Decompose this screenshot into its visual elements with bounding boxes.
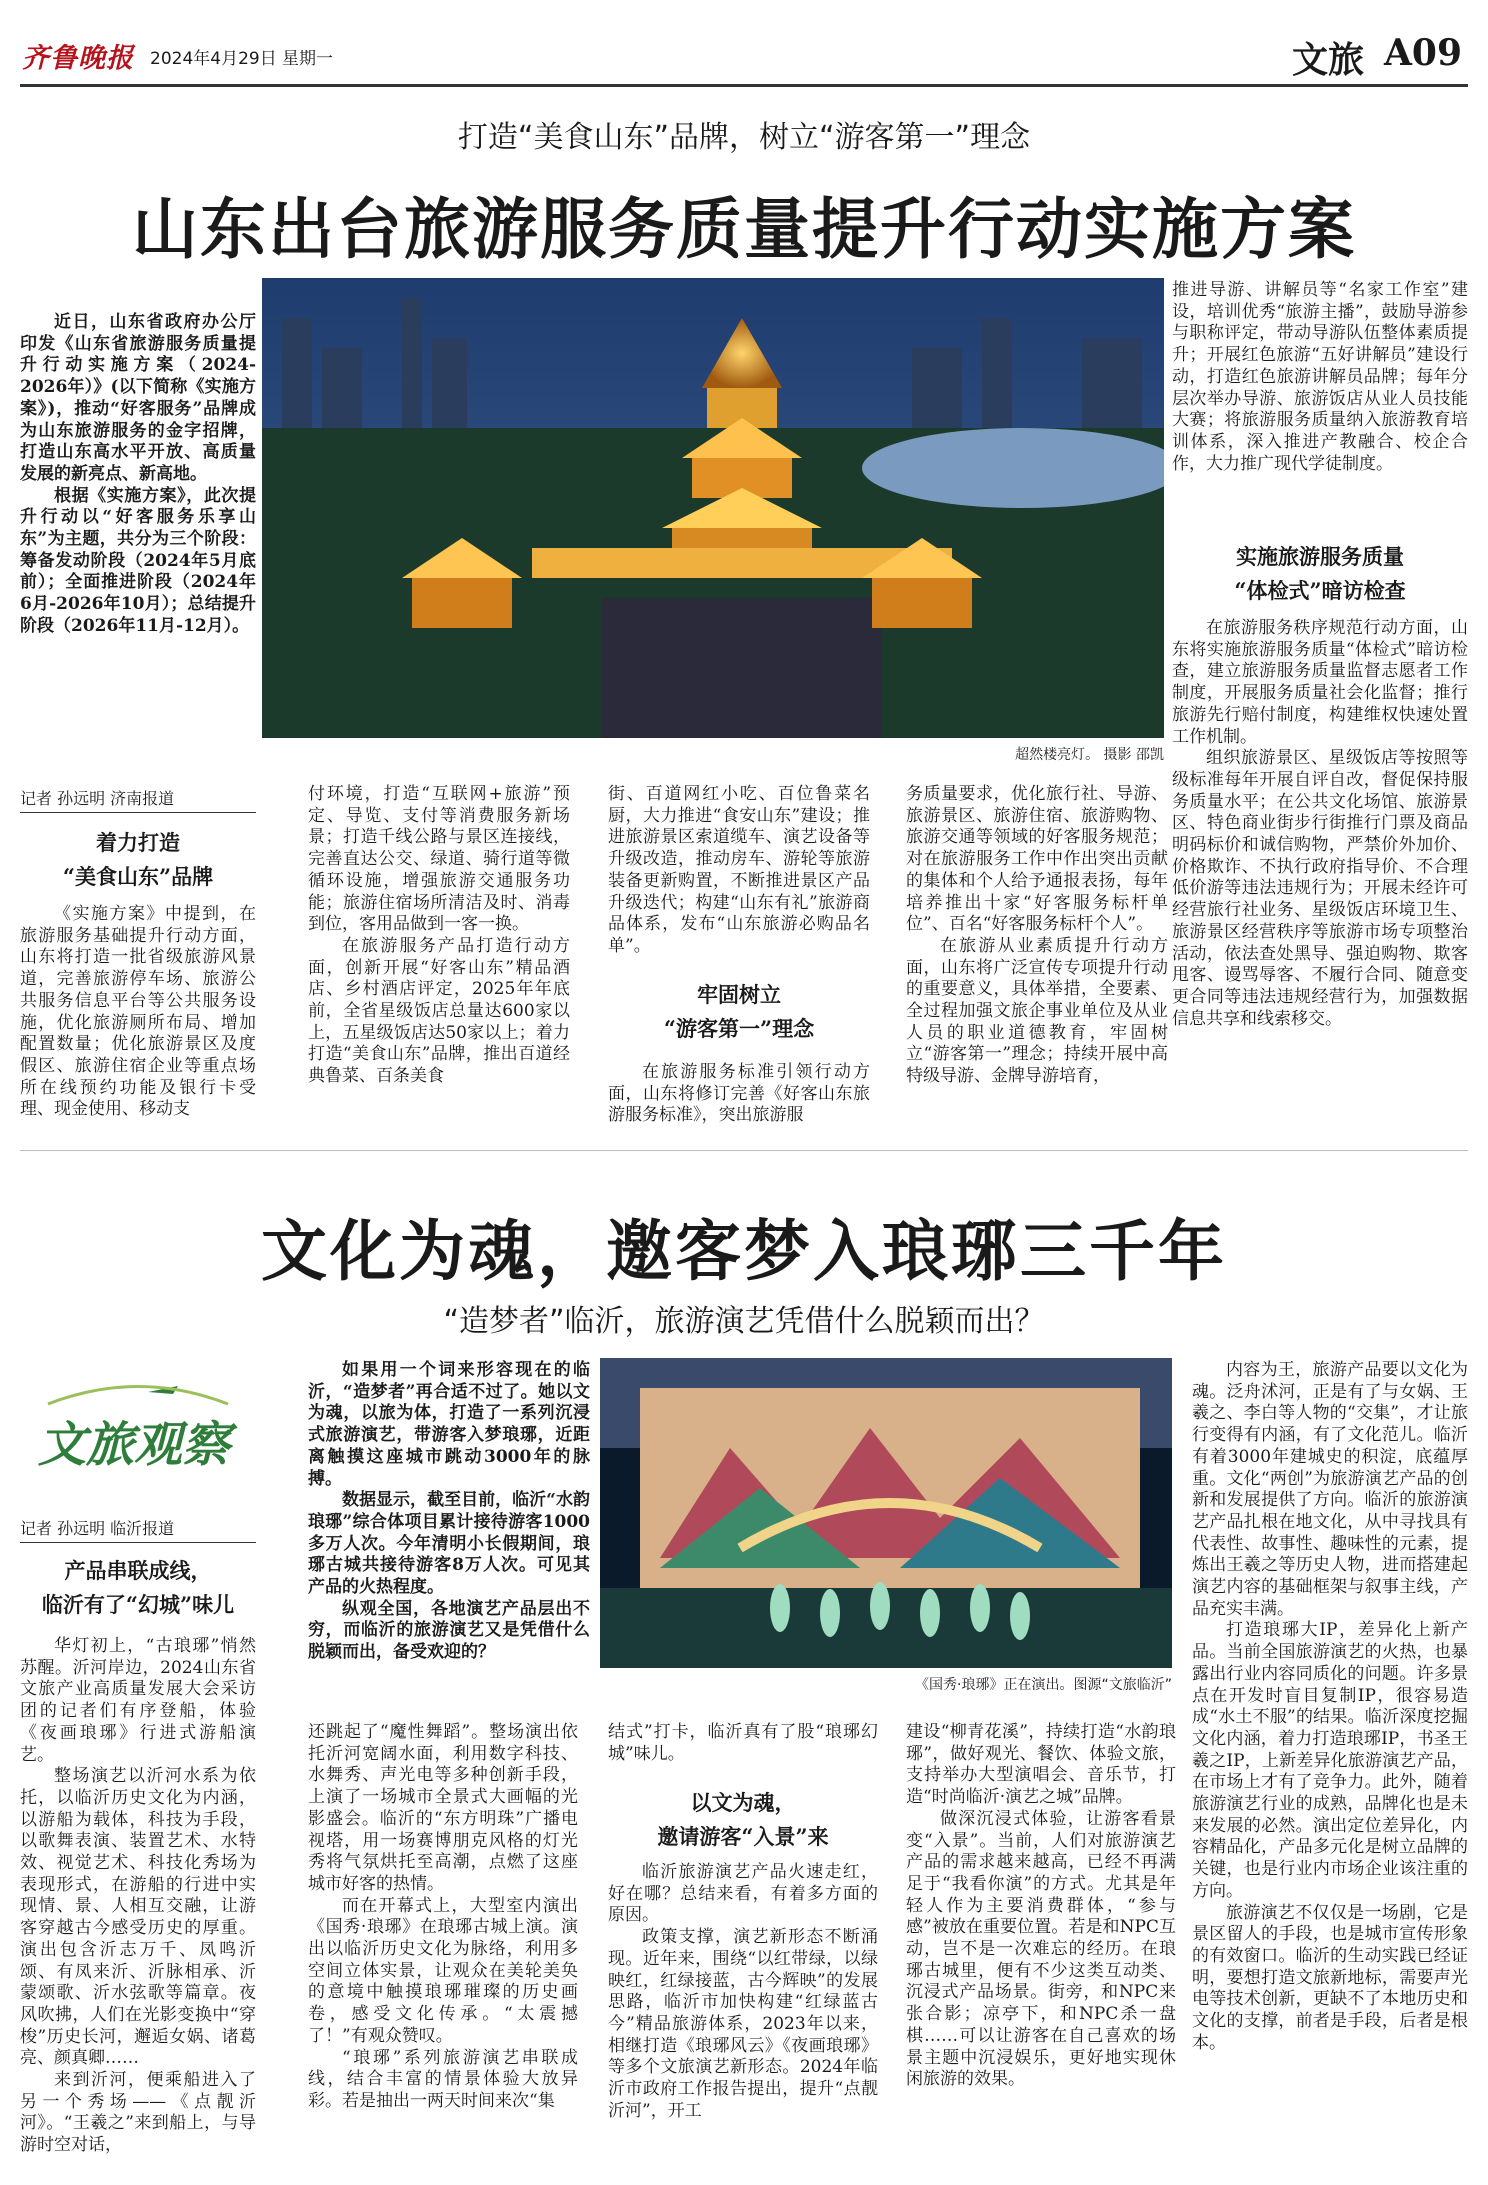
article2-photo bbox=[600, 1358, 1172, 1668]
article2-lead: 如果用一个词来形容现在的临沂，“造梦者”再合适不过了。她以文为魂，以旅为体，打造了一系列沉浸式旅游演艺，带游客入梦琅琊，近距离触摸这座城市跳动3000年的脉搏。 数据显示，截至目前，临沂“水韵琅琊”综合体项目累计接待游客1000多万人次。今年清明小长假期间，琅琊古城共接待游客8万人次。可见其产品的火热程度。 纵观全国，各地演艺产品层出不穷，而临沂的旅游演艺又是凭借什么脱颖而出，备受欢迎的？ bbox=[308, 1360, 590, 1663]
byline-rule-2 bbox=[20, 1542, 256, 1543]
section-label: 文旅 bbox=[1292, 39, 1365, 81]
byline-rule bbox=[20, 812, 256, 813]
article1-headline: 山东出台旅游服务质量提升行动实施方案 bbox=[132, 190, 1356, 268]
article2-subhead1: 产品串联成线， 临沂有了“幻城”味儿 bbox=[41, 1558, 235, 1617]
article1-right-col-top: 推进导游、讲解员等“名家工作室”建设，培训优秀“旅游主播”，鼓励导游参与职称评定，带动导游队伍整体素质提升；开展红色旅游“五好讲解员”建设行动，打造红色旅游讲解员品牌；每年分层次举办导游、旅游饭店从业人员技能大赛；将旅游服务质量纳入旅游教育培训体系，深入推进产教融合、校企合作，大力推广现代学徒制度。 bbox=[1172, 280, 1468, 474]
column-logo-text: 文旅观察 bbox=[38, 1417, 231, 1473]
article2-col3-b: 临沂旅游演艺产品火速走红，好在哪？总结来看，有着多方面的原因。 政策支撑，演艺新形态不断涌现。近年来，围绕“以红带绿，以绿映红，红绿接蓝，古今辉映”的发展思路，临沂市加快构建“红绿蓝古今”精品旅游体系，2023年以来，相继打造《琅琊风云》《夜画琅琊》等多个文旅演艺新形态。2024年临沂市政府工作报告提出，提升“点靓沂河”，开工 bbox=[608, 1862, 878, 2121]
article1-col3: 街、百道网红小吃、百位鲁菜名厨，大力推进“食安山东”建设；推进旅游景区索道缆车、演艺设备等升级改造，推动房车、游轮等旅游装备更新购置，不断推进景区产品升级迭代；构建“山东有礼”旅游商品体系，发布“山东旅游必购品名单”。 bbox=[608, 784, 870, 956]
article2-byline: 记者 孙远明 临沂报道 bbox=[20, 1519, 175, 1538]
masthead bbox=[0, 0, 1488, 81]
issue-date: 2024年4月29日 bbox=[150, 49, 277, 69]
issue-weekday: 星期一 bbox=[282, 49, 333, 69]
article1-col1: 《实施方案》中提到，在旅游服务基础提升行动方面，山东将打造一批省级旅游风景道，完善旅游停车场、旅游公共服务信息平台等公共服务设施，优化旅游厕所布局、增加配置数量；优化旅游景区及度假区、旅游住宿企业等重点场所在线预约功能及银行卡受理、现金使用、移动支 bbox=[20, 904, 256, 1120]
paper-logo: 齐鲁晚报 bbox=[22, 43, 134, 74]
article1-lead: 近日，山东省政府办公厅印发《山东省旅游服务质量提升行动实施方案（2024-2026年）》(以下简称《实施方案》)，推动“好客服务”品牌成为山东旅游服务的金字招牌，打造山东高水平开放、高质量发展的新亮点、新高地。 根据《实施方案》，此次提升行动以“好客服务乐享山东”为主题，共分为三个阶段：筹备发动阶段（2024年5月底前）；全面推进阶段（2024年6月-2026年10月）；总结提升阶段（2026年11月-12月）。 bbox=[20, 312, 256, 636]
article1-right-col-bottom: 在旅游服务秩序规范行动方面，山东将实施旅游服务质量“体检式”暗访检查，建立旅游服务质量监督志愿者工作制度，开展服务质量社会化监督；推行旅游先行赔付制度，构建维权快速处置工作机制。 组织旅游景区、星级饭店等按照等级标准每年开展自评自改，督促保持服务质量水平；在公共文化场馆、旅游景区、特色商业街步行街推行门票及商品明码标价和诚信购物，严禁价外加价、价格欺诈、不执行政府指导价、不合理低价游等违法违规行为；开展未经许可经营旅行社业务、星级饭店环境卫生、旅游景区经营秩序等旅游市场专项整治活动，依法查处黑导、强迫购物、欺客甩客、谩骂辱客、不履行合同、随意变更合同等违法违规经营行为，加强数据信息共享和线索移交。 bbox=[1172, 618, 1468, 1029]
article2-subtitle: “造梦者”临沂，旅游演艺凭借什么脱颖而出？ bbox=[443, 1304, 1045, 1339]
article1-subhead2: 牢固树立 “游客第一”理念 bbox=[663, 982, 815, 1041]
article1-photo bbox=[262, 278, 1164, 738]
article1-col3-b: 在旅游服务标准引领行动方面，山东将修订完善《好客山东旅游服务标准》，突出旅游服 bbox=[608, 1062, 870, 1126]
article2-headline: 文化为魂，邀客梦入琅琊三千年 bbox=[261, 1212, 1227, 1290]
article1-subhead1: 着力打造 “美食山东”品牌 bbox=[62, 830, 214, 889]
article2-col1: 华灯初上，“古琅琊”悄然苏醒。沂河岸边，2024山东省文旅产业高质量发展大会采访团的记者们有序登船，体验《夜画琅琊》行进式游船演艺。 整场演艺以沂河水系为依托，以临沂历史文化为内涵，以游船为载体，科技为手段，以歌舞表演、装置艺术、水特效、视觉艺术、科技化秀场为表现形式，在游船的行进中实现情、景、人相互交融，让游客穿越古今感受历史的厚重。演出包含沂志万千、凤鸣沂颂、有凤来沂、沂脉相承、沂蒙颂歌、沂水弦歌等篇章。夜风吹拂，人们在光影变换中“穿梭”历史长河，邂逅女娲、诸葛亮、颜真卿…… 来到沂河，便乘船进入了另一个秀场——《点靓沂河》。“王羲之”来到船上，与导游时空对话， bbox=[20, 1636, 256, 2156]
article2-col2: 还跳起了“魔性舞蹈”。整场演出依托沂河宽阔水面，利用数字科技、水舞秀、声光电等多种创新手段，上演了一场城市全景式大画幅的光影盛会。临沂的“东方明珠”广播电视塔，用一场赛博朋克风格的灯光秀将气氛烘托至高潮，点燃了这座城市好客的热情。 而在开幕式上，大型室内演出《国秀·琅琊》在琅琊古城上演。演出以临沂历史文化为脉络，利用多空间立体实景，让观众在美轮美奂的意境中触摸琅琊璀璨的历史画卷，感受文化传承。“太震撼了！”有观众赞叹。 “琅琊”系列旅游演艺串联成线，结合丰富的情景体验大放异彩。若是抽出一两天时间来次“集 bbox=[308, 1722, 578, 2111]
article1-subhead3: 实施旅游服务质量 “体检式”暗访检查 bbox=[1234, 544, 1406, 603]
article1-byline: 记者 孙远明 济南报道 bbox=[20, 789, 175, 808]
article2-photo-caption: 《国秀·琅琊》正在演出。图源“文旅临沂” bbox=[915, 1677, 1172, 1693]
section-divider bbox=[20, 1150, 1468, 1151]
stage-show-image bbox=[600, 1358, 1172, 1668]
article1-col2: 付环境，打造“互联网+旅游”预定、导览、支付等消费服务新场景；打造千线公路与景区连接线，完善直达公交、绿道、骑行道等微循环设施，增强旅游交通服务功能；旅游住宿场所清洁及时、消毒到位，客用品做到一客一换。 在旅游服务产品打造行动方面，创新开展“好客山东”精品酒店、乡村酒店评定，2025年年底前，全省星级饭店总量达600家以上，五星级饭店达50家以上；着力打造“美食山东”品牌，推出百道经典鲁菜、百条美食 bbox=[308, 784, 570, 1087]
masthead-divider bbox=[20, 84, 1468, 87]
column-logo bbox=[28, 1374, 264, 1484]
article2-subhead2: 以文为魂， 邀请游客“入景”来 bbox=[657, 1790, 829, 1849]
article2-col3: 结式”打卡，临沂真有了股“琅琊幻城”味儿。 bbox=[608, 1722, 878, 1764]
article2-col4: 建设“柳青花溪”，持续打造“水韵琅琊”，做好观光、餐饮、体验文旅，支持举办大型演唱会、音乐节，打造“时尚临沂·演艺之城”品牌。 做深沉浸式体验，让游客看景变“入景”。当前，人们对旅游演艺产品的需求越来越高，已经不再满足于“我看你演”的方式。尤其是年轻人作为主要消费群体，“参与感”被放在重要位置。若是和NPC互动，岂不是一次难忘的经历。在琅琊古城里，便有不少这类互动类、沉浸式产品场景。街旁，和NPC来张合影；凉亭下，和NPC杀一盘棋……可以让游客在自己喜欢的场景主题中沉浸娱乐，更好地实现休闲旅游的效果。 bbox=[906, 1722, 1176, 2090]
night-pavilion-image bbox=[262, 278, 1164, 738]
article1-photo-caption: 超然楼亮灯。 摄影 邵凯 bbox=[1015, 747, 1164, 763]
page-number: A09 bbox=[1384, 32, 1463, 74]
article1-col4: 务质量要求，优化旅行社、导游、旅游景区、旅游住宿、旅游购物、旅游交通等领域的好客服务规范；对在旅游服务工作中作出突出贡献的集体和个人给予通报表扬，每年培养推出十家“好客服务标杆单位”、百名“好客服务标杆个人”。 在旅游从业素质提升行动方面，山东将广泛宣传专项提升行动的重要意义，具体举措，全要素、全过程加强文旅企事业单位及从业人员的职业道德教育，牢固树立“游客第一”理念；持续开展中高特级导游、金牌导游培育， bbox=[906, 784, 1168, 1087]
article1-kicker: 打造“美食山东”品牌，树立“游客第一”理念 bbox=[457, 120, 1031, 155]
article2-right-col: 内容为王，旅游产品要以文化为魂。泛舟沭河，正是有了与女娲、王羲之、李白等人物的“交集”，才让旅行变得有内涵，有了文化范儿。临沂有着3000年建城史的积淀，底蕴厚重。文化“两创”为旅游演艺产品的创新和发展提供了方向。临沂的旅游演艺产品扎根在地文化，从中寻找具有代表性、故事性、趣味性的元素，提炼出王羲之等历史人物，进而搭建起演艺内容的基础框架与叙事主线，产品充实丰满。 打造琅琊大IP，差异化上新产品。当前全国旅游演艺的火热，也暴露出行业内容同质化的问题。许多景点在开发时盲目复制IP，很容易造成“水土不服”的结果。临沂深度挖掘文化内涵，着力打造琅琊IP，书圣王羲之IP，上新差异化旅游演艺产品，在市场上才有了竞争力。此外，随着旅游演艺行业的成熟，品牌化也是未来发展的必然。演出定位差异化，内容精品化，产品多元化是树立品牌的关键，也是行业内市场企业该注重的方向。 旅游演艺不仅仅是一场剧，它是景区留人的手段，也是城市宣传形象的有效窗口。临沂的生动实践已经证明，要想打造文旅新地标，需要声光电等技术创新，更缺不了本地历史和文化的支撑，前者是手段，后者是根本。 bbox=[1192, 1360, 1468, 2053]
